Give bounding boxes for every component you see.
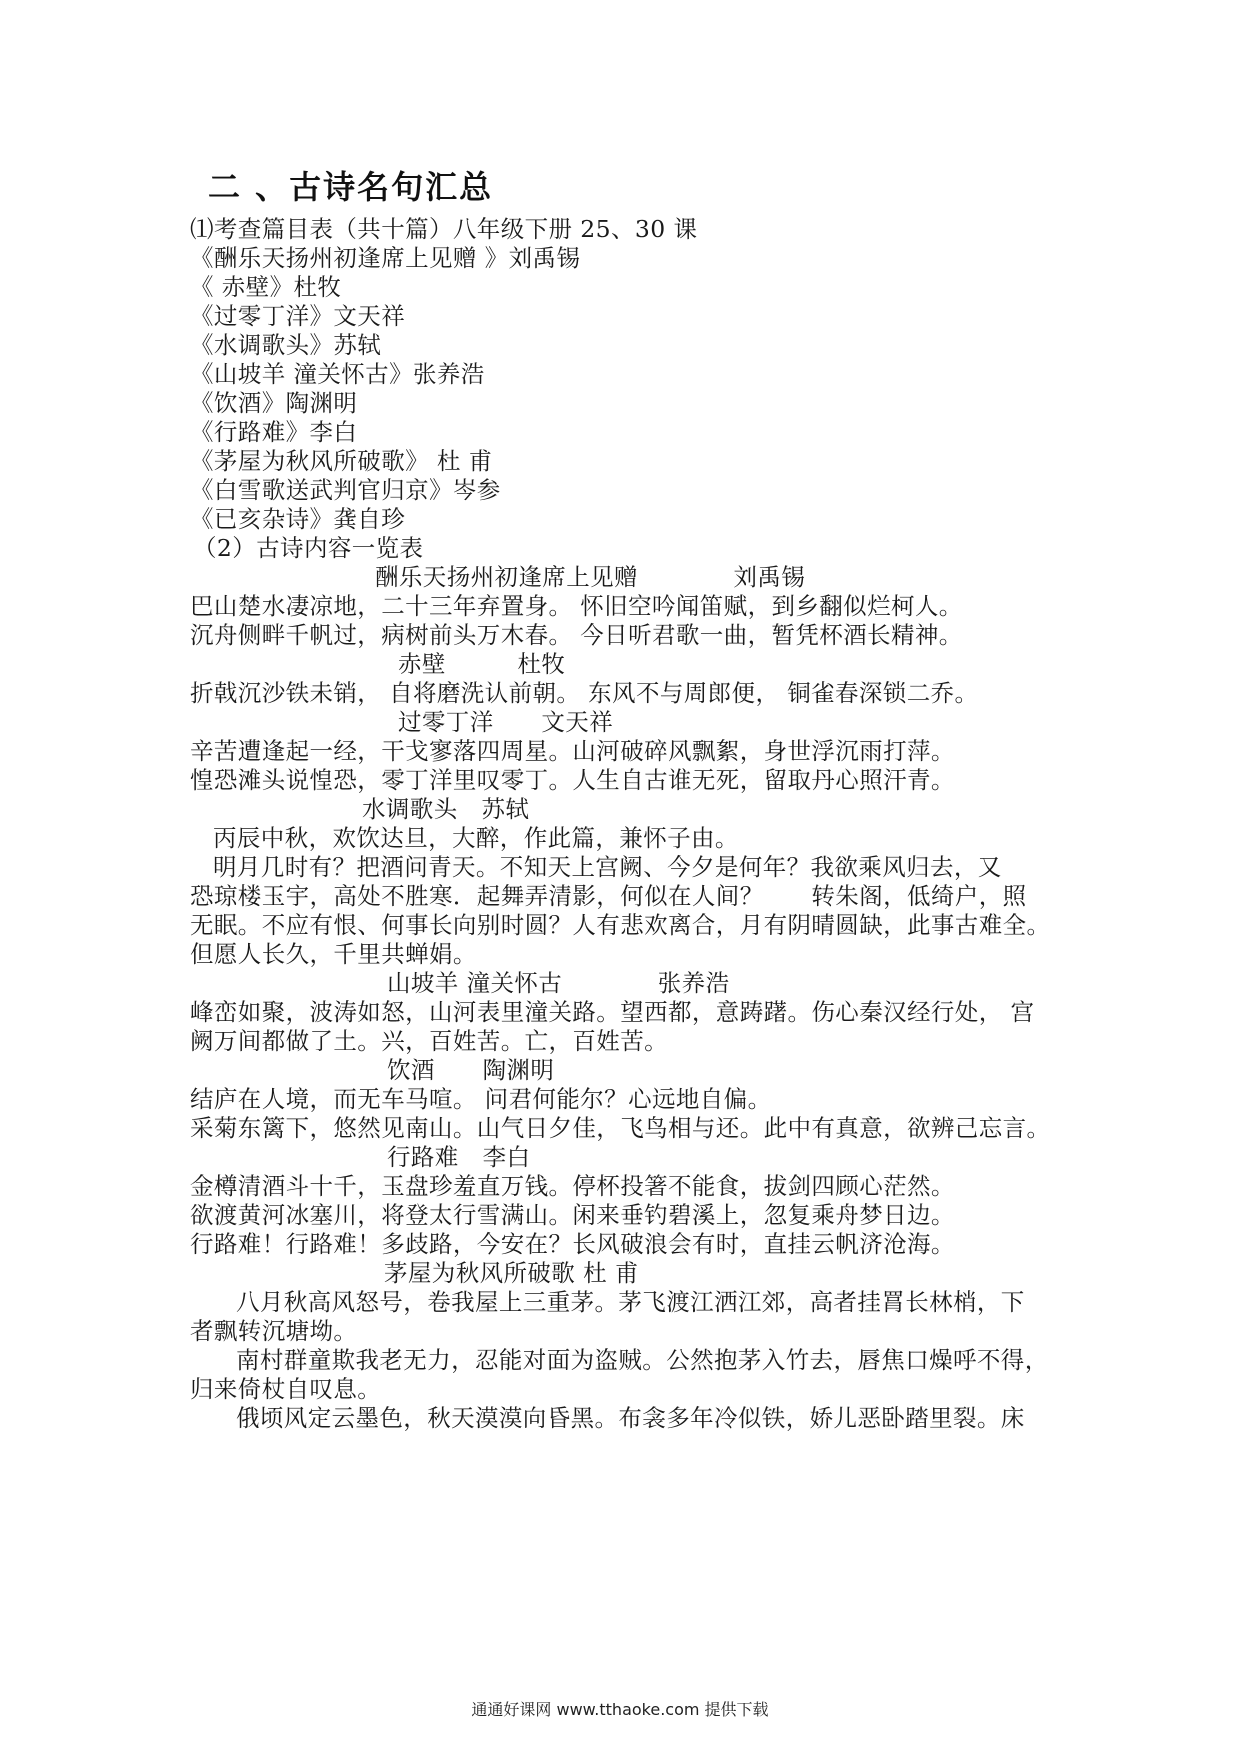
poem-list-item: 《行路难》李白 — [190, 418, 358, 446]
poem-verse: 南村群童欺我老无力，忍能对面为盗贼。公然抱茅入竹去，唇焦口燥呼不得， — [236, 1346, 1049, 1374]
poem-title: 饮酒 陶渊明 — [387, 1056, 555, 1084]
poem-verse: 结庐在人境，而无车马喧。 问君何能尔？心远地自偏。 — [190, 1085, 772, 1113]
poem-list-item: 《酬乐天扬州初逢席上见赠 》刘禹锡 — [190, 244, 581, 272]
page-footer: 通通好课网 www.tthaoke.com 提供下载 — [471, 1700, 769, 1719]
poem-verse: 明月几时有？把酒问青天。不知天上宫阙、今夕是何年？我欲乘风归去，又 — [213, 853, 1002, 881]
poem-preface: 丙辰中秋，欢饮达旦，大醉，作此篇，兼怀子由。 — [213, 824, 739, 852]
subsection-heading: （2）古诗内容一览表 — [193, 534, 424, 562]
poem-verse: 无眠。不应有恨、何事长向别时圆？人有悲欢离合，月有阴晴圆缺，此事古难全。 — [190, 911, 1051, 939]
poem-title: 茅屋为秋风所破歌 杜 甫 — [384, 1259, 639, 1287]
poem-verse: 金樽清酒斗十千，玉盘珍羞直万钱。停杯投箸不能食，拔剑四顾心茫然。 — [190, 1172, 955, 1200]
poem-title: 酬乐天扬州初逢席上见赠 刘禹锡 — [375, 563, 806, 591]
poem-title: 过零丁洋 文天祥 — [398, 708, 614, 736]
poem-verse: 辛苦遭逢起一经，干戈寥落四周星。山河破碎风飘絮，身世浮沉雨打萍。 — [190, 737, 955, 765]
poem-verse: 恐琼楼玉宇，高处不胜寒．起舞弄清影，何似在人间？ 转朱阁，低绮户，照 — [190, 882, 1027, 910]
poem-verse: 惶恐滩头说惶恐，零丁洋里叹零丁。人生自古谁无死，留取丹心照汗青。 — [190, 766, 955, 794]
poem-verse: 俄顷风定云墨色，秋天漠漠向昏黑。布衾多年冷似铁，娇儿恶卧踏里裂。床 — [236, 1404, 1025, 1432]
poem-verse: 归来倚杖自叹息。 — [190, 1375, 382, 1403]
poem-verse: 欲渡黄河冰塞川，将登太行雪满山。闲来垂钓碧溪上，忽复乘舟梦日边。 — [190, 1201, 955, 1229]
poem-verse: 峰峦如聚，波涛如怒，山河表里潼关路。望西都，意踌躇。伤心秦汉经行处， 宫 — [190, 998, 1035, 1026]
poem-list-item: 《饮酒》陶渊明 — [190, 389, 358, 417]
poem-list-item: 《水调歌头》苏轼 — [190, 331, 382, 359]
poem-title: 赤壁 杜牧 — [398, 650, 566, 678]
poem-title: 山坡羊 潼关怀古 张养浩 — [387, 969, 730, 997]
poem-verse: 但愿人长久，千里共蝉娟。 — [190, 940, 477, 968]
poem-list-item: 《过零丁洋》文天祥 — [190, 302, 406, 330]
poem-list-item: 《茅屋为秋风所破歌》 杜 甫 — [190, 447, 493, 475]
poem-verse: 者飘转沉塘坳。 — [190, 1317, 358, 1345]
intro-line: ⑴考查篇目表（共十篇）八年级下册 25、30 课 — [190, 215, 698, 243]
poem-verse: 阙万间都做了土。兴，百姓苦。亡，百姓苦。 — [190, 1027, 668, 1055]
poem-title: 水调歌头 苏轼 — [362, 795, 530, 823]
poem-list-item: 《已亥杂诗》龚自珍 — [190, 505, 406, 533]
poem-list-item: 《山坡羊 潼关怀古》张养浩 — [190, 360, 485, 388]
poem-title: 行路难 李白 — [387, 1143, 531, 1171]
poem-verse: 采菊东篱下，悠然见南山。山气日夕佳，飞鸟相与还。此中有真意，欲辨己忘言。 — [190, 1114, 1051, 1142]
poem-verse: 八月秋高风怒号，卷我屋上三重茅。茅飞渡江洒江郊，高者挂罥长林梢，下 — [236, 1288, 1025, 1316]
section-heading: 二 、古诗名句汇总 — [208, 168, 494, 206]
poem-verse: 巴山楚水凄凉地，二十三年弃置身。 怀旧空吟闻笛赋，到乡翻似烂柯人。 — [190, 592, 963, 620]
poem-verse: 折戟沉沙铁未销， 自将磨洗认前朝。 东风不与周郎便， 铜雀春深锁二乔。 — [190, 679, 979, 707]
poem-verse: 行路难！行路难！多歧路，今安在？长风破浪会有时，直挂云帆济沧海。 — [190, 1230, 955, 1258]
poem-verse: 沉舟侧畔千帆过，病树前头万木春。 今日听君歌一曲，暂凭杯酒长精神。 — [190, 621, 963, 649]
poem-list-item: 《 赤壁》杜牧 — [190, 273, 342, 301]
poem-list-item: 《白雪歌送武判官归京》岑参 — [190, 476, 501, 504]
